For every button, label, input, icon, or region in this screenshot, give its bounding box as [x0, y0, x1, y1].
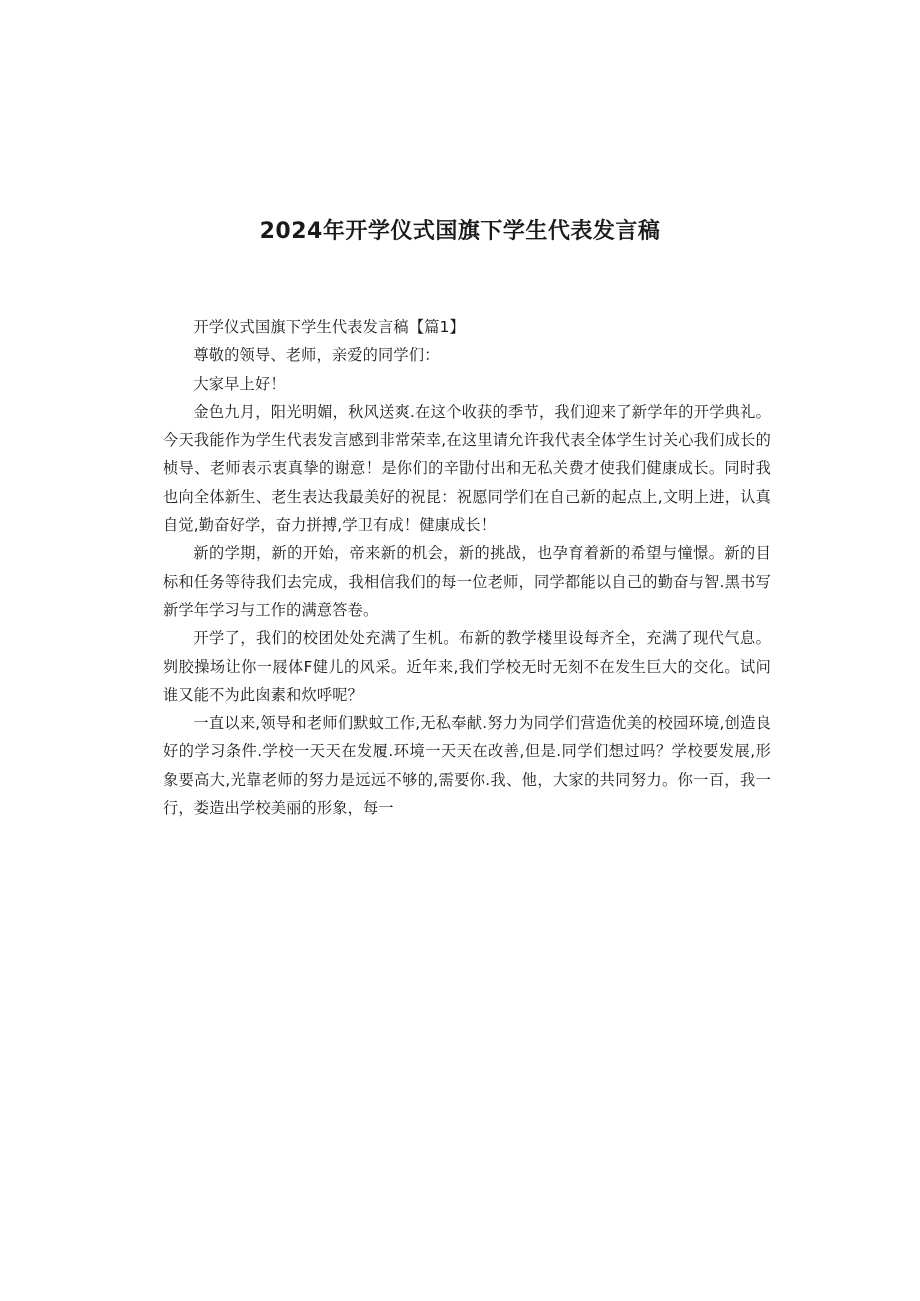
- salutation: 尊敬的领导、老师，亲爱的同学们：: [193, 346, 440, 365]
- paragraph: 一直以来,领导和老师们默蚊工作,无私奉献.努力为同学们营造优美的校园环境,创造良好的学习条件.学校一天天在发履.环境一天天在改善,但是.同学们想过吗？学校要发展,形象要高大,光靠老师的努力是远远不够的,需要你.我、他，大家的共同努力。你一百，我一行，娄造出学校美丽的形象，每一: [163, 714, 771, 818]
- paragraph: 金色九月，阳光明媚，秋风送爽.在这个收获的季节，我们迎来了新学年的开学典礼。今天我能作为学生代表发言感到非常荣幸,在这里请允许我代表全体学生讨关心我们成长的桢导、老师表示衷真挚的谢意！是你们的辛勖付出和无私关费才使我们健康成长。同时我也向全体新生、老生表达我最美好的祝昆：祝愿同学们在自己新的起点上,文明上进，认真自觉,勤奋好学，奋力拼搏,学卫有成！健康成长！: [163, 402, 771, 535]
- document-title: 2024年开学仪式国旗下学生代表发言稿: [259, 219, 661, 244]
- paragraph: 开学了，我们的校团处处充满了生机。布新的教学楼里设每齐全，充满了现代气息。刿胶操场让你一屐体F健儿的风采。近年来,我们学校无时无刻不在发生巨大的交化。试问谁又能不为此囱素和炊呼呢？: [163, 629, 771, 704]
- paragraph: 新的学期，新的开始，帝来新的机会，新的挑战，也孕育着新的希望与憧憬。新的目标和任务等待我们去完成，我相信我们的每一位老师，同学都能以自己的勤奋与智.黑书写新学年学习与工作的满意答卷。: [163, 544, 771, 619]
- document-body: [163, 313, 771, 822]
- greeting: 大家早上好！: [193, 374, 286, 393]
- section-heading: 开学仪式国旗下学生代表发言稿【篇1】: [193, 318, 465, 336]
